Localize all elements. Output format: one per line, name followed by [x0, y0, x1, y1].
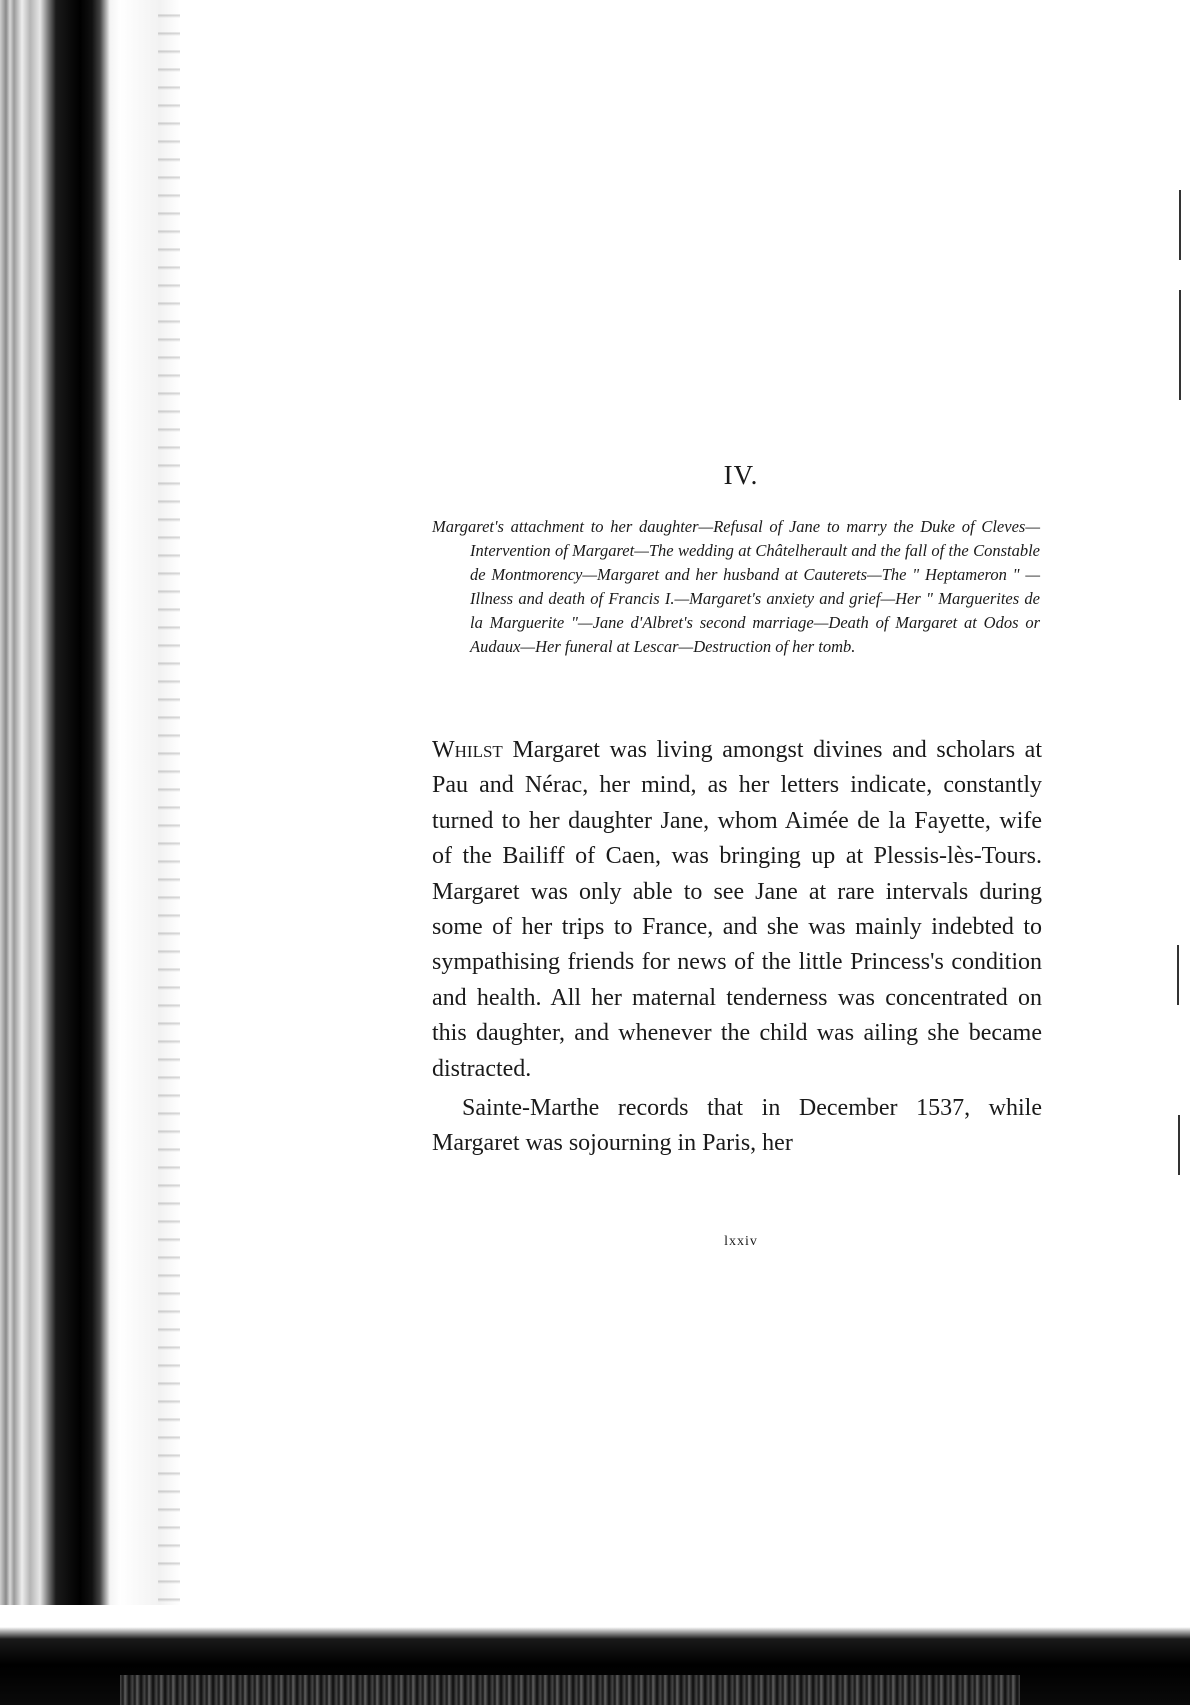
paragraph-lead-word: Whilst: [432, 737, 503, 763]
scan-edge-mark: [1179, 290, 1181, 400]
scan-binding-gutter: [0, 0, 180, 1705]
paragraph-1: [432, 733, 1042, 1087]
scan-edge-mark: [1177, 945, 1179, 1005]
scan-edge-mark: [1179, 190, 1181, 260]
paragraph-2: Sainte-Marthe records that in December 1537, while Margaret was sojourning in Paris, her: [432, 1095, 1042, 1157]
body-text: [432, 733, 1042, 1162]
scan-bottom-noise: [120, 1675, 1020, 1705]
scan-edge-mark: [1178, 1115, 1180, 1175]
paragraph-1-text: Margaret was living amongst divines and scholars at Pau and Nérac, her mind, as her letters indicate, constantly turned to her daughter Jane, whom Aimée de la Fayette, wife of the Bailiff of Caen, was bringing up at Plessis-lès-Tours. Margaret was only able to see Jane at rare intervals during some of her trips to France, and she was mainly indebted to sympathising friends for news of the little Princess's condition and health. All her maternal tenderness was concentrated on this daughter, and whenever the child was ailing she became distracted.: [432, 737, 1042, 1082]
chapter-synopsis: Margaret's attachment to her daughter—Refusal of Jane to marry the Duke of Cleves—Intervention of Margaret—The wedding at Châtelherault and the fall of the Constable de Montmorency—Margaret and her husband at Cauterets—The " Heptameron " —Illness and death of Francis I.—Margaret's anxiety and grief—Her " Marguerites de la Marguerite "—Jane d'Albret's second marriage—Death of Margaret at Odos or Audaux—Her funeral at Lescar—Destruction of her tomb.: [432, 517, 1040, 656]
chapter-number: IV.: [723, 460, 759, 490]
page-number: lxxiv: [724, 1234, 758, 1249]
scan-gutter-marks: [158, 0, 180, 1705]
